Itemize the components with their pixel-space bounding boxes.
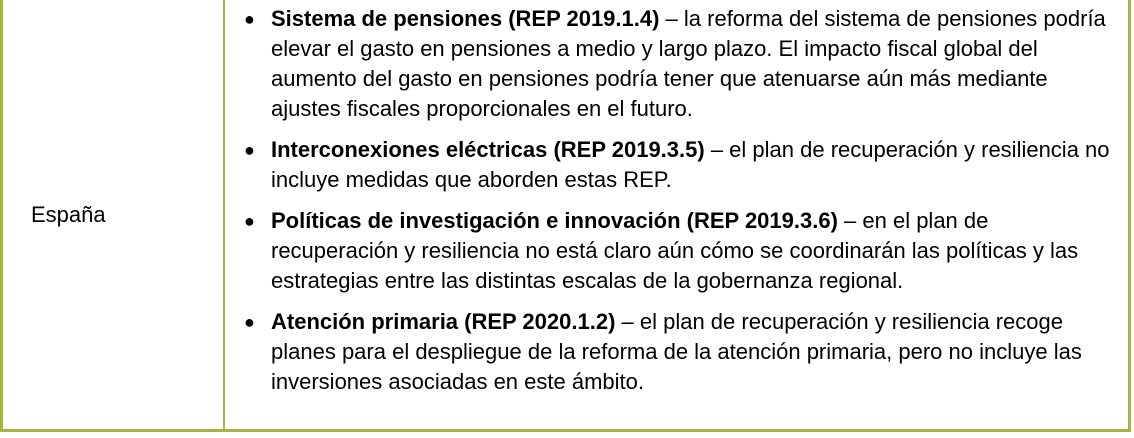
list-item: [244, 135, 1114, 195]
item-text: – en el plan de recuperación y resiliencia no está claro aún cómo se coordinarán las políticas y las estrategias entre las distintas escalas de la gobernanza regional.: [271, 208, 1079, 293]
bullet-icon: ●: [244, 312, 255, 332]
item-heading: Sistema de pensiones (REP 2019.1.4): [271, 6, 660, 31]
item-heading: Interconexiones eléctricas (REP 2019.3.5): [271, 137, 705, 162]
item-text: – la reforma del sistema de pensiones podría elevar el gasto en pensiones a medio y largo plazo. El impacto fiscal global del aumento del gasto en pensiones podría tener que atenuarse aún más mediante ajustes fiscales proporcionales en el futuro.: [271, 6, 1106, 121]
bullet-icon: ●: [244, 211, 255, 231]
list-item: [244, 4, 1114, 124]
bullet-icon: ●: [244, 140, 255, 160]
bullet-icon: ●: [244, 9, 255, 29]
column-divider: [223, 0, 225, 432]
item-heading: Políticas de investigación e innovación (REP 2019.3.6): [271, 208, 838, 233]
item-text: – el plan de recuperación y resiliencia recoge planes para el despliegue de la reforma de la atención primaria, pero no incluye las inversiones asociadas en este ámbito.: [271, 309, 1082, 394]
list-item: [244, 307, 1114, 397]
item-text: – el plan de recuperación y resiliencia no incluye medidas que aborden estas REP.: [271, 137, 1110, 192]
item-heading: Atención primaria (REP 2020.1.2): [271, 309, 616, 334]
recommendations-list: [244, 4, 1114, 408]
country-cell: España: [31, 202, 106, 227]
list-item: [244, 206, 1114, 296]
